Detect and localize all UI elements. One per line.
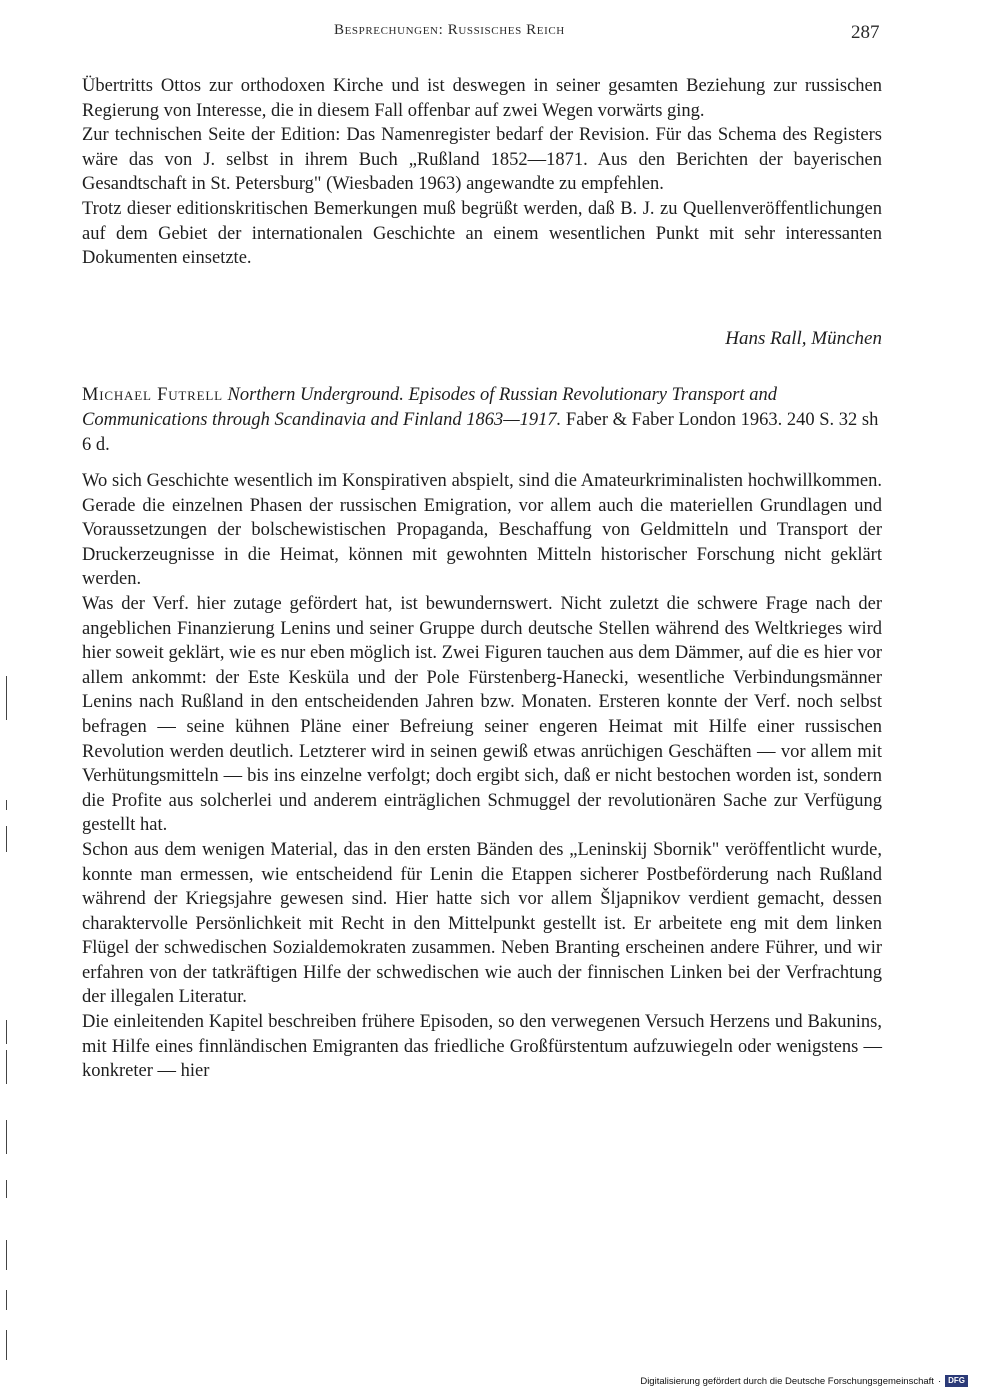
scan-margin-mark	[6, 1290, 7, 1310]
scan-margin-mark	[6, 800, 7, 810]
scan-margin-mark	[6, 1020, 7, 1044]
book-citation	[82, 383, 882, 458]
review-2-paragraph: Wo sich Geschichte wesentlich im Konspirativen abspielt, sind die Amateurkriminalisten hochwillkommen. Gerade die einzelnen Phasen der russischen Emigration, vor allem auch die materiellen Grundlagen und Voraussetzungen der bolschewistischen Propaganda, Beschaffung von Geldmitteln und Transport der Druckerzeugnisse in die Heimat, können mit gewohnten Mitteln historischer Forschung nicht geklärt werden.	[82, 471, 882, 590]
scan-margin-mark	[6, 1120, 7, 1154]
review-1-paragraph: Zur technischen Seite der Edition: Das Namenregister bedarf der Revision. Für das Schema des Registers wäre das von J. selbst in ihrem Buch „Rußland 1852—1871. Aus den Berichten der bayerischen Gesandtschaft in St. Petersburg" (Wiesbaden 1963) angewandte zu empfehlen.	[82, 125, 882, 195]
review-2-body	[82, 469, 882, 1084]
digitization-footer: Digitalisierung gefördert durch die Deutsche Forschungsgemeinschaft · DFG	[640, 1375, 968, 1387]
scan-margin-mark	[6, 1330, 7, 1360]
scan-margin-mark	[6, 826, 7, 852]
review-1-paragraph: Übertritts Ottos zur orthodoxen Kirche und ist deswegen in seiner gesamten Beziehung zur russischen Regierung von Interesse, die in diesem Fall offenbar auf zwei Wegen vorwärts ging.	[82, 76, 882, 121]
scan-margin-mark	[6, 1240, 7, 1270]
page-number: 287	[851, 22, 880, 43]
book-publication: Faber & Faber London 1963. 240 S. 32 sh 6 d.	[82, 410, 879, 455]
review-2-paragraph: Was der Verf. hier zutage gefördert hat, ist bewundernswert. Nicht zuletzt die schwere Frage nach der angeblichen Finanzierung Lenins und seiner Gruppe durch deutsche Stellen während des Weltkrieges wird hier soweit geklärt, wie es nur eben möglich ist. Zwei Figuren tauchen aus dem Dämmer, auf die es hier vor allem ankommt: der Este Kesküla und der Pole Fürstenberg-Hanecki, wesentliche Verbindungsmänner Lenins nach Rußland in den entscheidenden Jahren bzw. Monaten. Ersteren konnte der Verf. noch selbst befragen — seine kühnen Pläne einer Befreiung seiner engeren Heimat mit Hilfe einer russischen Revolution werden deutlich. Letzterer wird in seinen gewiß etwas anrüchigen Geschäften — vor allem mit Verhütungsmitteln — bis ins einzelne verfolgt; doch ergibt sich, daß er nicht bestochen worden ist, sondern die Profite aus solcherlei und anderem einträglichen Schmuggel der revolutionären Sache zur Verfügung gestellt hat.	[82, 593, 882, 836]
book-author: Michael Futrell	[82, 385, 223, 405]
review-2-paragraph: Die einleitenden Kapitel beschreiben frühere Episoden, so den verwegenen Versuch Herzens und Bakunins, mit Hilfe eines finnländischen Emigranten das friedliche Großfürstentum aufzuwiegeln oder wenigstens — konkreter — hier	[82, 1012, 882, 1082]
funding-note: Digitalisierung gefördert durch die Deutsche Forschungsgemeinschaft	[640, 1375, 934, 1387]
review-1-body	[82, 74, 882, 271]
scan-margin-mark	[6, 1050, 7, 1084]
book-title: Northern Underground. Episodes of Russian Revolutionary Transport and Communications through Scandinavia and Finland 1863—1917.	[82, 385, 778, 430]
dfg-logo: DFG	[945, 1375, 968, 1387]
scan-margin-mark	[6, 1180, 7, 1198]
review-1-paragraph: Trotz dieser editionskritischen Bemerkungen muß begrüßt werden, daß B. J. zu Quellenveröffentlichungen auf dem Gebiet der internationalen Geschichte an einem wesentlichen Punkt mit sehr interessanten Dokumenten einsetzte.	[82, 198, 882, 269]
scan-margin-mark	[6, 676, 7, 720]
running-head: Besprechungen: Russisches Reich	[334, 22, 565, 38]
review-2-paragraph: Schon aus dem wenigen Material, das in den ersten Bänden des „Leninskij Sbornik" veröffentlicht wurde, konnte man ermessen, wie entscheidend für Lenin die Etappen sicherer Postbeförderung nach Rußland während der Kriegsjahre gewesen sind. Hier hatte sich vor allem Šljapnikov verdient gemacht, dessen charaktervolle Persönlichkeit mit Recht in den Mittelpunkt gestellt ist. Er arbeitete eng mit dem linken Flügel der schwedischen Sozialdemokraten zusammen. Neben Branting erscheinen andere Führer, und wir erfahren von der tatkräftigen Hilfe der schwedischen wie auch der finnischen Linken bei der Verfrachtung der illegalen Literatur.	[82, 839, 882, 1008]
reviewer-signature: Hans Rall, München	[725, 328, 882, 349]
